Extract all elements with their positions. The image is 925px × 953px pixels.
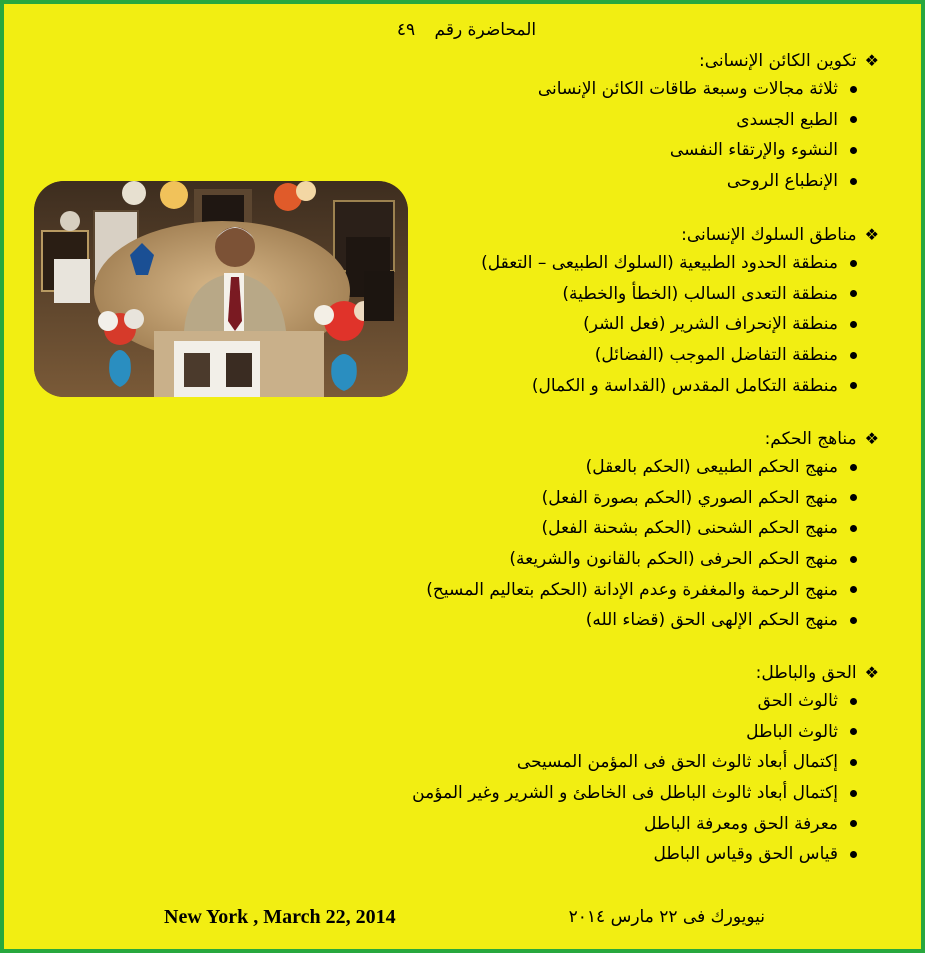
diamond-flower-icon: ❖: [864, 51, 879, 70]
list-item: الطبع الجسدى: [538, 107, 857, 138]
list-item: منطقة التفاضل الموجب (الفضائل): [481, 342, 857, 373]
section-judgment-methods: [426, 426, 879, 638]
list-item: منهج الحكم الطبيعى (الحكم بالعقل): [426, 454, 857, 485]
diamond-flower-icon: ❖: [864, 225, 879, 244]
footer-english-date: New York , March 22, 2014: [164, 906, 396, 928]
bullet-icon: [850, 494, 857, 501]
section-behavior-zones: [481, 222, 879, 403]
bullet-icon: [850, 178, 857, 185]
bullet-icon: [850, 321, 857, 328]
bullet-icon: [850, 617, 857, 624]
section-human-formation: [538, 48, 879, 199]
list-item: منطقة التكامل المقدس (القداسة و الكمال): [481, 373, 857, 404]
list-item: منهج الرحمة والمغفرة وعدم الإدانة (الحكم بتعاليم المسيح): [426, 577, 857, 608]
bullet-icon: [850, 759, 857, 766]
list-item: النشوء والإرتقاء النفسى: [538, 137, 857, 168]
bullet-icon: [850, 464, 857, 471]
section-heading: ❖مناطق السلوك الإنسانى:: [481, 222, 879, 250]
list-item: إكتمال أبعاد ثالوث الحق فى المؤمن المسيحى: [412, 749, 857, 780]
list-item: ثلاثة مجالات وسبعة طاقات الكائن الإنسانى: [538, 76, 857, 107]
diamond-flower-icon: ❖: [864, 429, 879, 448]
diamond-flower-icon: ❖: [864, 663, 879, 682]
list-item: منطقة التعدى السالب (الخطأ والخطية): [481, 281, 857, 312]
list-item: منهج الحكم الحرفى (الحكم بالقانون والشريعة): [426, 546, 857, 577]
lecture-number: ٤٩: [396, 20, 416, 40]
list-item: ثالوث الباطل: [412, 719, 857, 750]
list-item: قياس الحق وقياس الباطل: [412, 841, 857, 872]
list-item: منطقة الحدود الطبيعية (السلوك الطبيعى – التعقل): [481, 250, 857, 281]
item-list: [412, 688, 879, 872]
bullet-icon: [850, 728, 857, 735]
list-item: إكتمال أبعاد ثالوث الباطل فى الخاطئ و الشرير وغير المؤمن: [412, 780, 857, 811]
list-item: الإنطباع الروحى: [538, 168, 857, 199]
title-label: المحاضرة رقم: [434, 20, 537, 40]
list-item: ثالوث الحق: [412, 688, 857, 719]
item-list: [426, 454, 879, 638]
bullet-icon: [850, 382, 857, 389]
bullet-icon: [850, 525, 857, 532]
footer-arabic-date: نيويورك فى ٢٢ مارس ٢٠١٤: [568, 907, 765, 927]
bullet-icon: [850, 260, 857, 267]
section-heading: ❖تكوين الكائن الإنسانى:: [538, 48, 879, 76]
speaker-photo-illustration: [34, 181, 408, 397]
bullet-icon: [850, 698, 857, 705]
item-list: [481, 250, 879, 403]
bullet-icon: [850, 820, 857, 827]
bullet-icon: [850, 352, 857, 359]
item-list: [538, 76, 879, 199]
section-heading: ❖مناهج الحكم:: [426, 426, 879, 454]
bullet-icon: [850, 116, 857, 123]
bullet-icon: [850, 556, 857, 563]
section-heading: ❖الحق والباطل:: [412, 660, 879, 688]
bullet-icon: [850, 790, 857, 797]
bullet-icon: [850, 290, 857, 297]
bullet-icon: [850, 851, 857, 858]
bullet-icon: [850, 86, 857, 93]
bullet-icon: [850, 147, 857, 154]
list-item: منهج الحكم الشحنى (الحكم بشحنة الفعل): [426, 515, 857, 546]
list-item: منطقة الإنحراف الشرير (فعل الشر): [481, 311, 857, 342]
list-item: معرفة الحق ومعرفة الباطل: [412, 811, 857, 842]
section-truth-falsehood: [412, 660, 879, 872]
speaker-photo: [34, 181, 408, 397]
list-item: منهج الحكم الصوري (الحكم بصورة الفعل): [426, 485, 857, 516]
list-item: منهج الحكم الإلهى الحق (قضاء الله): [426, 607, 857, 638]
lecture-title: [4, 18, 925, 42]
bullet-icon: [850, 586, 857, 593]
